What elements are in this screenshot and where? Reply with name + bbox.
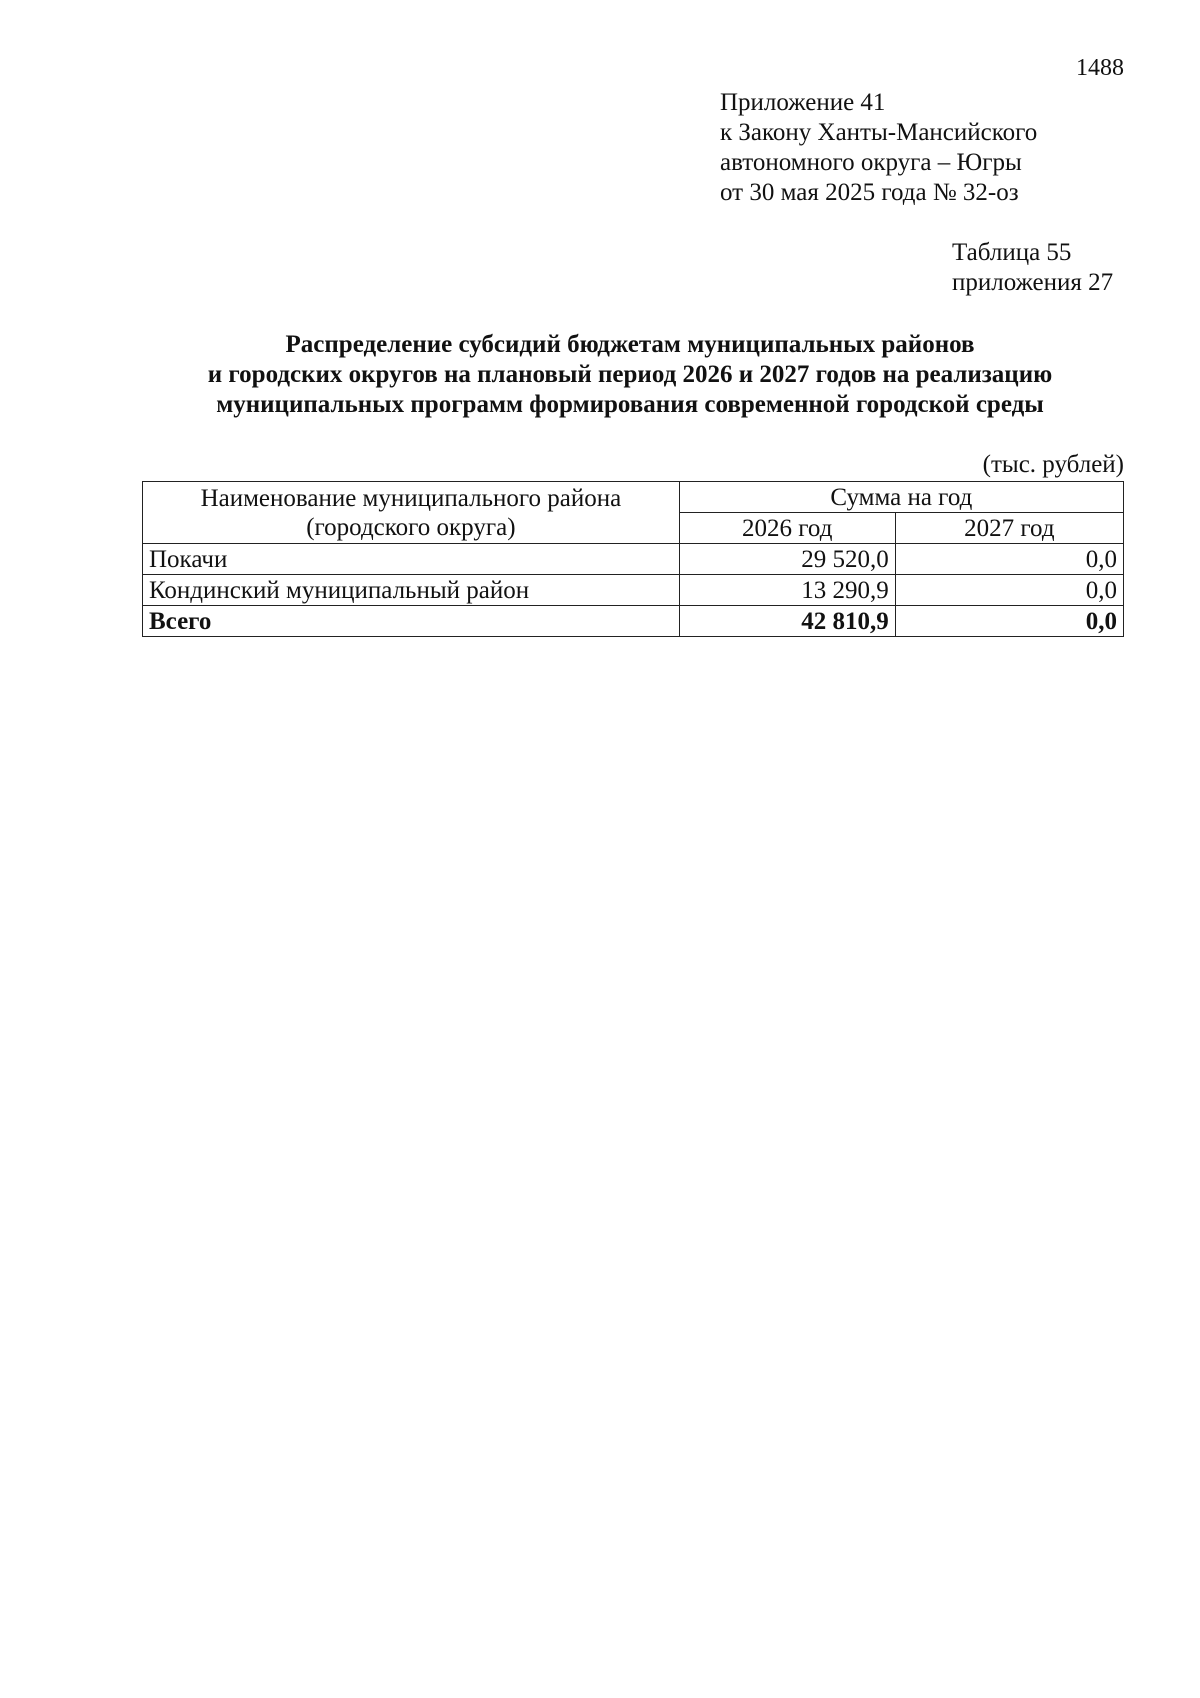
appendix-note-line: к Закону Ханты-Мансийского [720,119,1038,146]
appendix-note-line: автономного округа – Югры [720,149,1022,176]
table-reference [952,238,1113,298]
cell-2027: 0,0 [895,575,1123,606]
cell-2027: 0,0 [895,544,1123,575]
cell-total-label: Всего [143,606,680,637]
cell-municipality: Кондинский муниципальный район [143,575,680,606]
table-row [143,544,1124,575]
header-sum-group: Сумма на год [679,482,1123,513]
header-municipality-line1: Наименование муниципального района [200,484,622,512]
appendix-note-line: Приложение 41 [720,89,886,116]
document-title-line: и городских округов на плановый период 2026 и 2027 годов на реализацию [207,361,1053,388]
appendix-note-line: от 30 мая 2025 года № 32-оз [720,179,1019,206]
page-number: 1488 [1076,55,1124,81]
table-row [143,575,1124,606]
cell-2026: 13 290,9 [679,575,895,606]
header-year-2026: 2026 год [679,513,895,544]
header-municipality-line2: (городского округа) [306,513,516,541]
document-title-line: Распределение субсидий бюджетам муниципальных районов [285,331,975,358]
document-title [140,330,1120,420]
table-reference-line: Таблица 55 [952,239,1072,266]
appendix-note [720,88,1037,208]
table-header-row [143,482,1124,513]
cell-total-2026: 42 810,9 [679,606,895,637]
table-total-row [143,606,1124,637]
cell-2026: 29 520,0 [679,544,895,575]
table-reference-line: приложения 27 [952,269,1114,296]
subsidy-table [142,481,1124,637]
document-title-line: муниципальных программ формирования современной городской среды [216,391,1044,418]
cell-municipality: Покачи [143,544,680,575]
header-municipality [143,482,680,544]
cell-total-2027: 0,0 [895,606,1123,637]
header-year-2027: 2027 год [895,513,1123,544]
units-label: (тыс. рублей) [982,451,1124,478]
